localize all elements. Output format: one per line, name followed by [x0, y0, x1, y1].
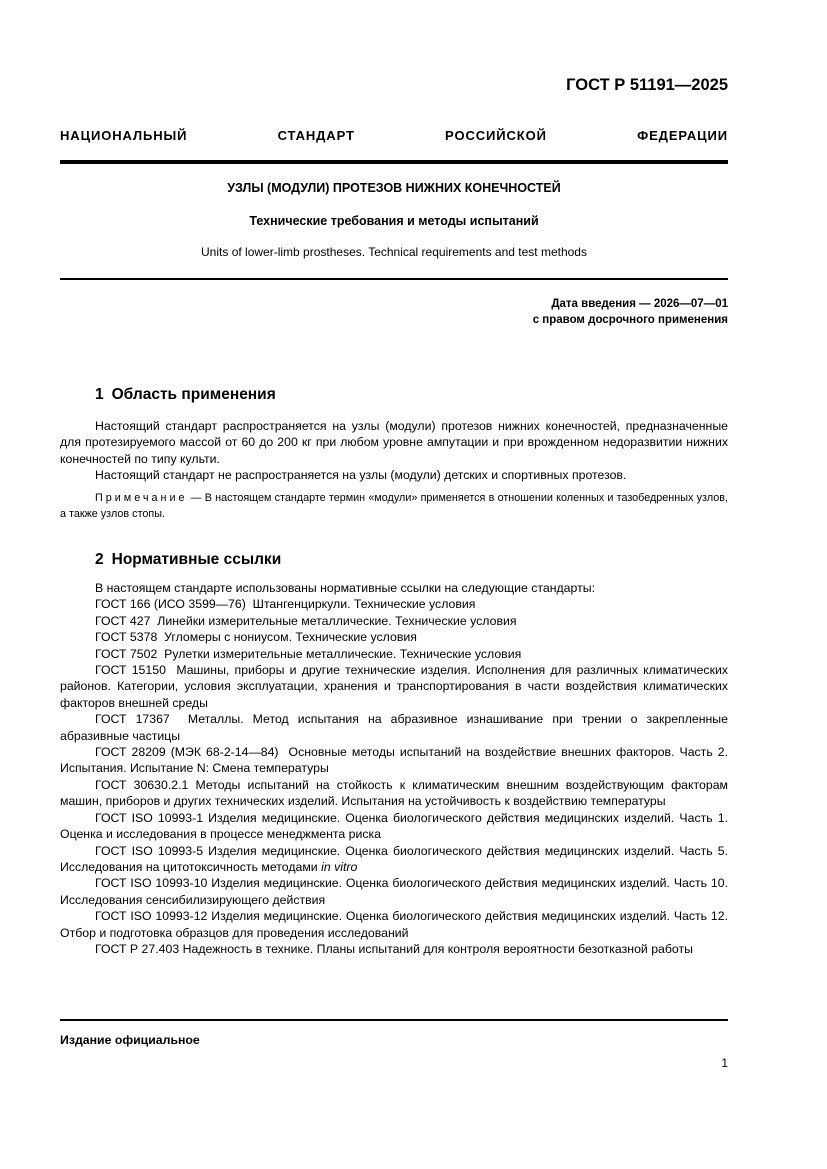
- section-2-title: Нормативные ссылки: [111, 551, 282, 568]
- reference-title: Металлы. Метод испытания на абразивное изнашивание при трении о закрепленные абразивные частицы: [60, 712, 728, 743]
- introduction-date: [533, 296, 728, 328]
- reference-title: Изделия медицинские. Оценка биологического действия медицинских изделий. Часть 10. Исследования сенсибилизирующего действия: [60, 876, 728, 907]
- reference-item: [60, 908, 728, 941]
- reference-code: ГОСТ 427: [95, 613, 151, 628]
- reference-title: Штангенциркули. Технические условия: [252, 597, 476, 612]
- reference-code: ГОСТ 30630.2.1: [95, 777, 189, 792]
- section-1-paragraph-2: Настоящий стандарт не распространяется на узлы (модули) детских и спортивных протезов.: [95, 468, 627, 482]
- reference-title: Угломеры с нониусом. Технические условия: [164, 630, 417, 645]
- document-subtitle: Технические требования и методы испытаний: [249, 214, 539, 228]
- references-intro: В настоящем стандарте использованы нормативные ссылки на следующие стандарты:: [95, 581, 595, 595]
- section-2-number: 2: [95, 551, 104, 568]
- note-text: — В настоящем стандарте термин «модули» применяется в отношении коленных и тазобедренных узлов, а также узлов стопы.: [60, 492, 728, 520]
- section-1-heading: [95, 386, 276, 404]
- reference-code: ГОСТ ISO 10993-12: [95, 909, 208, 924]
- document-title: УЗЛЫ (МОДУЛИ) ПРОТЕЗОВ НИЖНИХ КОНЕЧНОСТЕЙ: [227, 181, 561, 195]
- reference-item: [60, 843, 728, 876]
- reference-title: Машины, приборы и другие технические изделия. Исполнения для различных климатических районов. Категории, условия эксплуатации, хранения и транспортирования в части воздействия климатических факторов внешней среды: [60, 663, 728, 710]
- reference-code: ГОСТ 28209 (МЭК 68-2-14—84): [95, 745, 279, 760]
- normative-references-list: [60, 580, 728, 957]
- reference-item: [60, 646, 728, 662]
- section-2-heading: [95, 551, 281, 569]
- reference-code: ГОСТ 7502: [95, 646, 158, 661]
- reference-code: ГОСТ ISO 10993-5: [95, 843, 204, 858]
- gost-number: ГОСТ Р 51191—2025: [566, 76, 728, 94]
- official-edition-label: Издание официальное: [60, 1033, 200, 1047]
- section-1-note: [60, 490, 728, 522]
- reference-title: Изделия медицинские. Оценка биологического действия медицинских изделий. Часть 12. Отбор и подготовка образцов для проведения исследований: [60, 909, 728, 940]
- section-1-paragraph-1: Настоящий стандарт распространяется на узлы (модули) протезов нижних конечностей, предназначенные для протезируемого массой от 60 до 200 кг при любом уровне ампутации и при врожденном недоразвитии нижних конечностей по типу культи.: [60, 419, 728, 466]
- reference-title: Рулетки измерительные металлические. Технические условия: [164, 646, 522, 661]
- footer-rule: [60, 1019, 728, 1021]
- note-label: Примечание: [95, 492, 188, 504]
- reference-item: [60, 613, 728, 629]
- reference-title: Основные методы испытаний на воздействие внешних факторов. Часть 2. Испытания. Испытание N: Смена температуры: [60, 745, 728, 776]
- reference-item: [60, 810, 728, 843]
- reference-item: [60, 662, 728, 711]
- reference-item: [60, 711, 728, 744]
- reference-code: ГОСТ 5378: [95, 630, 158, 645]
- reference-code: ГОСТ Р 27.403: [95, 941, 180, 956]
- reference-code: ГОСТ ISO 10993-1: [95, 810, 204, 825]
- reference-code: ГОСТ 166 (ИСО 3599—76): [95, 597, 246, 612]
- document-title-english: Units of lower-limb prostheses. Technical requirements and test methods: [201, 245, 587, 259]
- header-rule: [60, 160, 728, 164]
- page-number: 1: [721, 1056, 728, 1070]
- reference-item: [60, 777, 728, 810]
- national-standard-heading: НАЦИОНАЛЬНЫЙ СТАНДАРТ РОССИЙСКОЙ ФЕДЕРАЦИИ: [60, 128, 728, 143]
- early-application-line: с правом досрочного применения: [532, 314, 728, 326]
- introduction-date-line: Дата введения — 2026—07—01: [551, 298, 728, 310]
- reference-item: [60, 596, 728, 612]
- reference-title: Изделия медицинские. Оценка биологического действия медицинских изделий. Часть 1. Оценка и исследования в процессе менеджмента риска: [60, 810, 728, 842]
- reference-italic: in vitro: [321, 859, 358, 874]
- reference-code: ГОСТ ISO 10993-10: [95, 876, 208, 891]
- reference-item: [60, 744, 728, 777]
- reference-code: ГОСТ 15150: [95, 663, 166, 678]
- reference-item: [60, 941, 728, 957]
- title-rule: [60, 278, 728, 280]
- reference-title: Изделия медицинские. Оценка биологического действия медицинских изделий. Часть 5. Исследования на цитотоксичность методами: [60, 843, 728, 874]
- reference-item: [60, 629, 728, 645]
- section-1-number: 1: [95, 386, 104, 403]
- section-1-title: Область применения: [111, 386, 276, 403]
- reference-title: Методы испытаний на стойкость к климатическим внешним воздействующим факторам машин, приборов и других технических изделий. Испытания на устойчивость к воздействию температуры: [60, 777, 729, 809]
- reference-title: Линейки измерительные металлические. Технические условия: [157, 613, 517, 628]
- reference-code: ГОСТ 17367: [95, 712, 170, 727]
- reference-item: [60, 875, 728, 908]
- reference-title: Надежность в технике. Планы испытаний для контроля вероятности безотказной работы: [182, 941, 693, 956]
